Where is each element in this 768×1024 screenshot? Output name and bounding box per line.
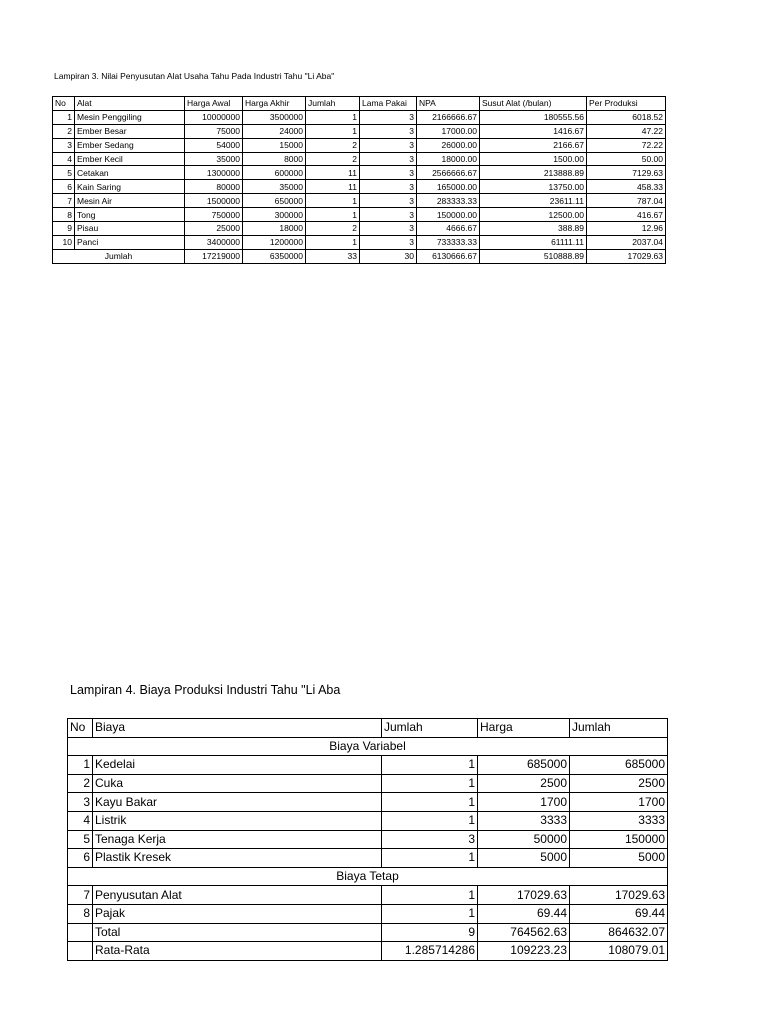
- table-cell: 3: [53, 138, 75, 152]
- section-row-fixed: [68, 867, 668, 886]
- table-row: [68, 904, 668, 923]
- table-row: [68, 774, 668, 793]
- table-cell: 7: [53, 194, 75, 208]
- table-cell: 180555.56: [480, 110, 587, 124]
- table-cell: Cuka: [93, 774, 382, 793]
- table-row: [53, 222, 666, 236]
- table-cell: 1: [382, 886, 478, 905]
- table-cell: 1: [306, 194, 360, 208]
- table-cell: 1500.00: [480, 152, 587, 166]
- table-cell: 7: [68, 886, 93, 905]
- table-row: [53, 166, 666, 180]
- table-cell: 8: [53, 208, 75, 222]
- table-cell: 150000.00: [417, 208, 480, 222]
- table-row: [68, 886, 668, 905]
- table-row: [53, 124, 666, 138]
- table-cell: 50.00: [587, 152, 666, 166]
- table-cell: 3333: [478, 811, 570, 830]
- table-cell: 18000: [243, 222, 306, 236]
- total-label: Jumlah: [53, 249, 185, 263]
- table-cell: 11: [306, 180, 360, 194]
- total-row: [68, 923, 668, 942]
- table-cell: 3: [360, 110, 417, 124]
- table-cell: 47.22: [587, 124, 666, 138]
- table-cell: Tenaga Kerja: [93, 830, 382, 849]
- table-cell: 69.44: [570, 904, 668, 923]
- table-cell: 10000000: [185, 110, 243, 124]
- column-header: Biaya: [93, 719, 382, 738]
- table-cell: 1: [306, 208, 360, 222]
- table-cell: 2500: [478, 774, 570, 793]
- table-cell: Panci: [75, 235, 185, 249]
- table-cell: 685000: [570, 756, 668, 775]
- table-row: [68, 830, 668, 849]
- table-cell: 1: [68, 756, 93, 775]
- table-cell: 11: [306, 166, 360, 180]
- table-cell: 300000: [243, 208, 306, 222]
- table-cell: 80000: [185, 180, 243, 194]
- total-value: 6350000: [243, 249, 306, 263]
- table-cell: 2166666.67: [417, 110, 480, 124]
- table-cell: 2: [306, 222, 360, 236]
- empty-cell: [68, 942, 93, 961]
- table-cell: 5000: [478, 849, 570, 868]
- table-cell: 685000: [478, 756, 570, 775]
- table-cell: 18000.00: [417, 152, 480, 166]
- table-cell: 2: [306, 138, 360, 152]
- table-cell: 7129.63: [587, 166, 666, 180]
- table-cell: 1: [382, 849, 478, 868]
- table-cell: 17000.00: [417, 124, 480, 138]
- table-cell: 1: [306, 235, 360, 249]
- table-row: [53, 180, 666, 194]
- table-cell: 1416.67: [480, 124, 587, 138]
- table-cell: Cetakan: [75, 166, 185, 180]
- table-cell: 4: [68, 811, 93, 830]
- average-row: [68, 942, 668, 961]
- table-cell: 3500000: [243, 110, 306, 124]
- table-cell: 5: [68, 830, 93, 849]
- table-cell: Penyusutan Alat: [93, 886, 382, 905]
- table-row: [53, 235, 666, 249]
- table-cell: 17029.63: [478, 886, 570, 905]
- table-cell: Mesin Penggiling: [75, 110, 185, 124]
- table-cell: 1: [382, 811, 478, 830]
- table-cell: 2: [53, 124, 75, 138]
- table-cell: 72.22: [587, 138, 666, 152]
- table-row: [68, 756, 668, 775]
- table-cell: Kain Saring: [75, 180, 185, 194]
- column-header: NPA: [417, 97, 480, 111]
- table-cell: Listrik: [93, 811, 382, 830]
- total-cell: 9: [382, 923, 478, 942]
- table-cell: 150000: [570, 830, 668, 849]
- table-cell: 17029.63: [570, 886, 668, 905]
- table-cell: 3: [360, 208, 417, 222]
- table-cell: 12.96: [587, 222, 666, 236]
- table-cell: Kayu Bakar: [93, 793, 382, 812]
- table-cell: 6: [53, 180, 75, 194]
- table-cell: 3: [360, 166, 417, 180]
- total-value: 510888.89: [480, 249, 587, 263]
- table-row: [68, 793, 668, 812]
- total-cell: Total: [93, 923, 382, 942]
- table-cell: 1: [306, 124, 360, 138]
- column-header: Susut Alat (/bulan): [480, 97, 587, 111]
- table-cell: 650000: [243, 194, 306, 208]
- table-cell: 9: [53, 222, 75, 236]
- table-cell: 2166.67: [480, 138, 587, 152]
- table-row: [53, 208, 666, 222]
- table-cell: 3: [360, 138, 417, 152]
- table-cell: 1: [306, 110, 360, 124]
- table-cell: 13750.00: [480, 180, 587, 194]
- table-cell: 3: [360, 152, 417, 166]
- table-cell: Plastik Kresek: [93, 849, 382, 868]
- total-cell: 864632.07: [570, 923, 668, 942]
- header-row: [53, 97, 666, 111]
- table-row: [68, 849, 668, 868]
- table-cell: 600000: [243, 166, 306, 180]
- column-header: Jumlah: [382, 719, 478, 738]
- lampiran3-title: Lampiran 3. Nilai Penyusutan Alat Usaha Tahu Pada Industri Tahu "Li Aba": [54, 71, 335, 81]
- total-value: 17029.63: [587, 249, 666, 263]
- production-cost-table: [67, 718, 668, 961]
- table-row: [68, 811, 668, 830]
- table-cell: 2566666.67: [417, 166, 480, 180]
- average-cell: 1.285714286: [382, 942, 478, 961]
- table-cell: 3: [360, 180, 417, 194]
- table-cell: 3: [360, 235, 417, 249]
- table-cell: 2: [306, 152, 360, 166]
- table-cell: 75000: [185, 124, 243, 138]
- table-cell: 1700: [478, 793, 570, 812]
- table-cell: 1: [382, 904, 478, 923]
- table-cell: 25000: [185, 222, 243, 236]
- column-header: No: [53, 97, 75, 111]
- empty-cell: [68, 923, 93, 942]
- table-cell: 50000: [478, 830, 570, 849]
- column-header: No: [68, 719, 93, 738]
- table-cell: 1700: [570, 793, 668, 812]
- table-cell: Ember Kecil: [75, 152, 185, 166]
- table-cell: 416.67: [587, 208, 666, 222]
- total-cell: 764562.63: [478, 923, 570, 942]
- table-cell: 1500000: [185, 194, 243, 208]
- table-cell: 750000: [185, 208, 243, 222]
- average-cell: Rata-Rata: [93, 942, 382, 961]
- table-cell: 3: [360, 194, 417, 208]
- table-cell: 787.04: [587, 194, 666, 208]
- table-row: [53, 110, 666, 124]
- total-value: 33: [306, 249, 360, 263]
- table-cell: Kedelai: [93, 756, 382, 775]
- table-cell: 26000.00: [417, 138, 480, 152]
- table-cell: 15000: [243, 138, 306, 152]
- table-cell: 3333: [570, 811, 668, 830]
- table-cell: 1200000: [243, 235, 306, 249]
- section-label: Biaya Variabel: [68, 737, 668, 756]
- table-cell: 8: [68, 904, 93, 923]
- table-cell: Pisau: [75, 222, 185, 236]
- header-row: [68, 719, 668, 738]
- table-cell: 165000.00: [417, 180, 480, 194]
- table-cell: 1: [53, 110, 75, 124]
- table-cell: 1: [382, 756, 478, 775]
- column-header: Harga Akhir: [243, 97, 306, 111]
- table-cell: 458.33: [587, 180, 666, 194]
- table-cell: 3: [360, 222, 417, 236]
- table-row: [53, 152, 666, 166]
- table-cell: Ember Sedang: [75, 138, 185, 152]
- table-cell: 733333.33: [417, 235, 480, 249]
- table-cell: 5000: [570, 849, 668, 868]
- table-cell: 4: [53, 152, 75, 166]
- table-cell: 12500.00: [480, 208, 587, 222]
- table-cell: Tong: [75, 208, 185, 222]
- table-cell: 24000: [243, 124, 306, 138]
- table-cell: 35000: [185, 152, 243, 166]
- table-cell: 1: [382, 793, 478, 812]
- table-cell: 3: [68, 793, 93, 812]
- table-cell: 2037.04: [587, 235, 666, 249]
- table-cell: 213888.89: [480, 166, 587, 180]
- average-cell: 108079.01: [570, 942, 668, 961]
- total-value: 17219000: [185, 249, 243, 263]
- table-cell: 61111.11: [480, 235, 587, 249]
- table-cell: 69.44: [478, 904, 570, 923]
- column-header: Jumlah: [570, 719, 668, 738]
- table-cell: 2500: [570, 774, 668, 793]
- table-cell: 1300000: [185, 166, 243, 180]
- table-cell: 23611.11: [480, 194, 587, 208]
- column-header: Per Produksi: [587, 97, 666, 111]
- column-header: Lama Pakai: [360, 97, 417, 111]
- table-cell: 1: [382, 774, 478, 793]
- total-value: 6130666.67: [417, 249, 480, 263]
- table-cell: 10: [53, 235, 75, 249]
- total-row: [53, 249, 666, 263]
- table-cell: 54000: [185, 138, 243, 152]
- column-header: Jumlah: [306, 97, 360, 111]
- table-cell: Ember Besar: [75, 124, 185, 138]
- table-cell: 5: [53, 166, 75, 180]
- section-row-variable: [68, 737, 668, 756]
- table-cell: Pajak: [93, 904, 382, 923]
- average-cell: 109223.23: [478, 942, 570, 961]
- table-cell: 2: [68, 774, 93, 793]
- total-value: 30: [360, 249, 417, 263]
- section-label: Biaya Tetap: [68, 867, 668, 886]
- table-cell: 3: [382, 830, 478, 849]
- table-cell: Mesin Air: [75, 194, 185, 208]
- table-cell: 3400000: [185, 235, 243, 249]
- table-row: [53, 194, 666, 208]
- column-header: Harga: [478, 719, 570, 738]
- column-header: Alat: [75, 97, 185, 111]
- table-cell: 283333.33: [417, 194, 480, 208]
- table-row: [53, 138, 666, 152]
- column-header: Harga Awal: [185, 97, 243, 111]
- table-cell: 6: [68, 849, 93, 868]
- table-cell: 35000: [243, 180, 306, 194]
- table-cell: 3: [360, 124, 417, 138]
- depreciation-table: [52, 96, 666, 264]
- table-cell: 8000: [243, 152, 306, 166]
- table-cell: 4666.67: [417, 222, 480, 236]
- table-cell: 6018.52: [587, 110, 666, 124]
- lampiran4-title: Lampiran 4. Biaya Produksi Industri Tahu "Li Aba: [70, 683, 341, 697]
- table-cell: 388.89: [480, 222, 587, 236]
